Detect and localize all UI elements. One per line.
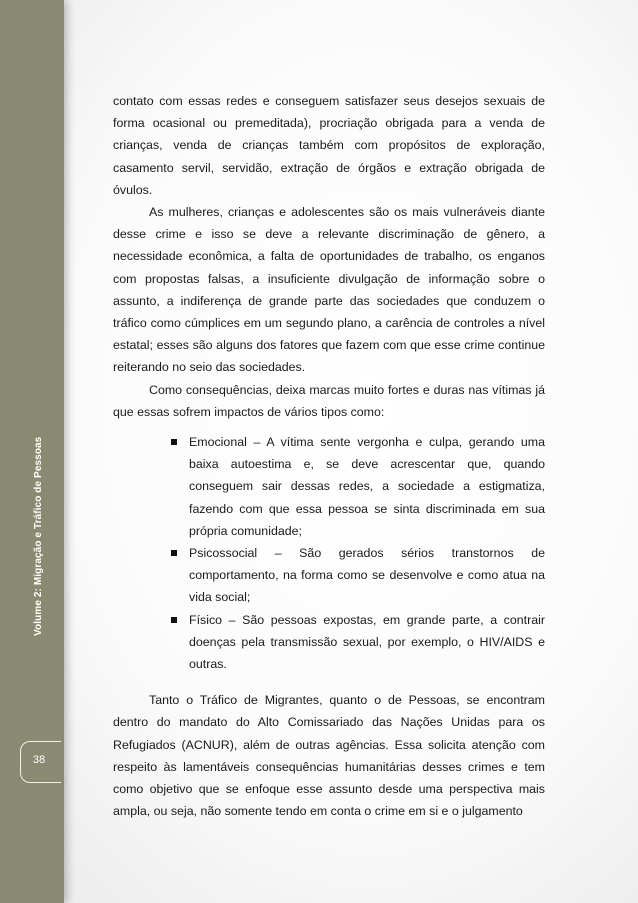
volume-title: Volume 2: Migração e Tráfico de Pessoas: [33, 436, 44, 636]
square-bullet-icon: [171, 439, 177, 445]
list-item: [189, 609, 545, 676]
page-body: [113, 90, 545, 823]
consequences-list: [113, 431, 545, 675]
sidebar: [0, 0, 64, 903]
paragraph-1: contato com essas redes e conseguem satisfazer seus desejos sexuais de forma ocasional ou premeditada), procriação obrigada para a venda de crianças, venda de crianças também com propósitos de exploração, casamento servil, servidão, extração de órgãos e extração obrigada de óvulos.: [113, 94, 545, 197]
square-bullet-icon: [171, 550, 177, 556]
list-item: [189, 431, 545, 542]
list-item: [189, 542, 545, 609]
list-item-text: Físico – São pessoas expostas, em grande parte, a contrair doenças pela transmissão sexual, por exemplo, o HIV/AIDS e outras.: [189, 612, 545, 672]
list-item-text: Emocional – A vítima sente vergonha e culpa, gerando uma baixa autoestima e, se deve acrescentar que, quando conseguem sair dessas redes, a sociedade a estigmatiza, fazendo com que essa pessoa se sinta discriminada em sua própria comunidade;: [189, 435, 545, 538]
paragraph-3: Como consequências, deixa marcas muito fortes e duras nas vítimas já que essas sofrem impactos de vários tipos como:: [113, 382, 545, 419]
spacer: [113, 675, 545, 689]
paragraph-4: Tanto o Tráfico de Migrantes, quanto o de Pessoas, se encontram dentro do mandato do Alto Comissariado das Nações Unidas para os Refugiados (ACNUR), além de outras agências. Essa solicita atenção com respeito às lamentáveis consequências humanitárias desses crimes e tem como objetivo que se enfoque esse assunto desde uma perspectiva mais ampla, ou seja, não somente tendo em conta o crime em si e o julgamento: [113, 693, 545, 819]
square-bullet-icon: [171, 617, 177, 623]
paragraph-2: As mulheres, crianças e adolescentes são os mais vulneráveis diante desse crime e isso se deve a relevante discriminação de gênero, a necessidade econômica, a falta de oportunidades de trabalho, os enganos com propostas falsas, a insuficiente divulgação de informação sobre o assunto, a indiferença de grande parte das sociedades que conduzem o tráfico como cúmplices em um segundo plano, a carência de controles a nível estatal; esses são alguns dos fatores que fazem com que esse crime continue reiterando no seio das sociedades.: [113, 205, 545, 375]
page-number: 38: [32, 754, 46, 766]
list-item-text: Psicossocial – São gerados sérios transtornos de comportamento, na forma como se desenvolve e como atua na vida social;: [189, 546, 545, 605]
page-number-box: [20, 741, 61, 783]
